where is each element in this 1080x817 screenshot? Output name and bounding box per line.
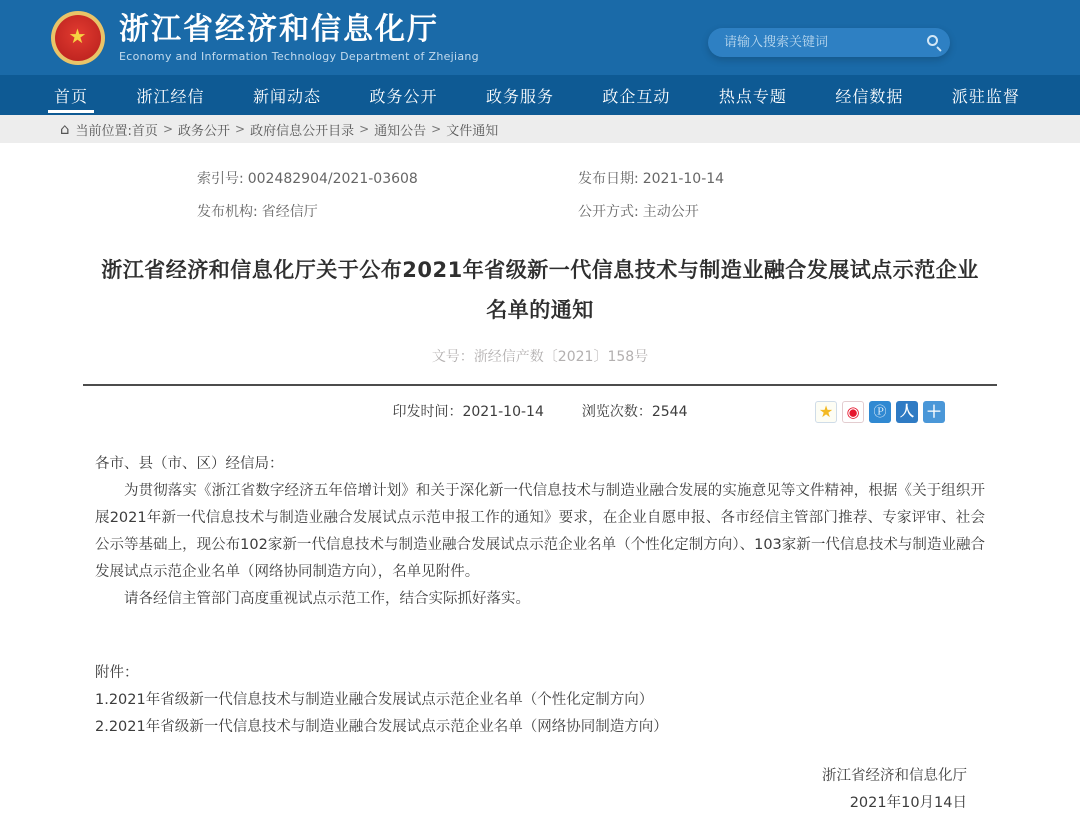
meta-publish-date-value: 2021-10-14: [642, 171, 725, 187]
breadcrumb: [0, 115, 1080, 143]
views-value: 2544: [651, 404, 688, 420]
body-paragraph: 请各经信主管部门高度重视试点示范工作，结合实际抓好落实。: [124, 591, 530, 607]
meta-agency-value: 省经信厅: [261, 204, 318, 220]
nav-item-jingxin-data[interactable]: 经信数据: [835, 86, 904, 106]
breadcrumb-prefix: 当前位置:: [75, 123, 132, 139]
emblem-star-icon: ★: [68, 23, 87, 48]
views-label: 浏览次数：: [581, 404, 652, 420]
meta-index-label: 索引号:: [197, 171, 244, 187]
page-title: 浙江省经济和信息化厅关于公布2021年省级新一代信息技术与制造业融合发展试点示范企业名单的通知: [101, 258, 979, 322]
print-time-label: 印发时间：: [392, 404, 463, 420]
nav-item-hot-topics[interactable]: 热点专题: [718, 86, 787, 106]
document-number-value: 浙经信产数〔2021〕158号: [473, 349, 649, 365]
document-meta: [75, 143, 1005, 222]
attachment-link-2[interactable]: 2.2021年省级新一代信息技术与制造业融合发展试点示范企业名单（网络协同制造方向）: [95, 719, 668, 735]
breadcrumb-separator: >: [431, 122, 442, 136]
search-box[interactable]: [708, 28, 950, 57]
breadcrumb-item-gov-info[interactable]: 政务公开: [178, 123, 231, 139]
document-number-label: 文号：: [431, 349, 474, 365]
print-time-value: 2021-10-14: [462, 404, 544, 420]
signature-block: [95, 763, 985, 817]
emblem-inner: [55, 15, 101, 61]
nav-item-dispatch-supervision[interactable]: 派驻监督: [951, 86, 1020, 106]
meta-publishing-agency: [197, 203, 578, 222]
meta-publish-date-label: 发布日期:: [578, 171, 639, 187]
weibo-icon[interactable]: ◉: [842, 401, 864, 423]
breadcrumb-item-gov-info-catalog[interactable]: 政府信息公开目录: [250, 123, 355, 139]
site-header: [0, 0, 1080, 75]
main-content: [75, 143, 1005, 817]
breadcrumb-item-notices[interactable]: 通知公告: [374, 123, 427, 139]
nav-item-gov-enterprise-interaction[interactable]: 政企互动: [602, 86, 671, 106]
body-paragraph: 为贯彻落实《浙江省数字经济五年倍增计划》和关于深化新一代信息技术与制造业融合发展的实施意见等文件精神，根据《关于组织开展2021年新一代信息技术与制造业融合发展试点示范申报工作的通知》要求，在企业自愿申报、各市经信主管部门推荐、专家评审、社会公示等基础上，现公布102家新一代信息技术与制造业融合发展试点示范企业名单（个性化定制方向）、103家新一代信息技术与制造业融合发展试点示范企业名单（网络协同制造方向），名单见附件。: [95, 483, 985, 580]
meta-method-value: 主动公开: [642, 204, 699, 220]
renren-icon[interactable]: 人: [896, 401, 918, 423]
breadcrumb-item-file-notice[interactable]: 文件通知: [446, 123, 499, 139]
signature-agency: 浙江省经济和信息化厅: [822, 768, 967, 784]
meta-index-value: 002482904/2021-03608: [247, 171, 418, 187]
site-title: 浙江省经济和信息化厅: [119, 11, 439, 47]
attachment-link-1[interactable]: 1.2021年省级新一代信息技术与制造业融合发展试点示范企业名单（个性化定制方向）: [95, 692, 654, 708]
meta-index-number: [197, 170, 578, 189]
breadcrumb-separator: >: [235, 122, 246, 136]
salutation: 各市、县（市、区）经信局：: [95, 456, 284, 472]
nav-item-home[interactable]: 首页: [52, 75, 90, 115]
breadcrumb-separator: >: [359, 122, 370, 136]
document-number: [75, 346, 1005, 366]
main-nav: [0, 75, 1080, 115]
favorite-star-icon[interactable]: ★: [815, 401, 837, 423]
search-input[interactable]: [708, 35, 950, 50]
site-title-block: [119, 13, 479, 63]
print-info-row: [75, 399, 1005, 425]
meta-disclosure-method: [578, 203, 1005, 222]
national-emblem-logo: [50, 10, 105, 65]
site-subtitle: Economy and Information Technology Department of Zhejiang: [119, 49, 479, 63]
home-icon: ⌂: [60, 120, 70, 138]
meta-publish-date: [578, 170, 1005, 189]
nav-item-gov-info[interactable]: 政务公开: [369, 86, 438, 106]
share-more-icon[interactable]: ＋: [923, 401, 945, 423]
attachments-label: 附件：: [95, 665, 139, 681]
breadcrumb-separator: >: [162, 122, 173, 136]
paopao-icon[interactable]: Ⓟ: [869, 401, 891, 423]
notice-body: [75, 451, 1005, 817]
nav-item-zhejiang-jingxin[interactable]: 浙江经信: [136, 86, 205, 106]
meta-agency-label: 发布机构:: [197, 204, 258, 220]
meta-method-label: 公开方式:: [578, 204, 639, 220]
emblem-ring: [51, 11, 105, 65]
title-divider: [83, 384, 997, 386]
breadcrumb-item-home[interactable]: 首页: [131, 123, 158, 139]
nav-item-news[interactable]: 新闻动态: [252, 86, 321, 106]
search-icon[interactable]: [927, 35, 938, 46]
signature-date: 2021年10月14日: [849, 795, 967, 811]
nav-item-gov-services[interactable]: 政务服务: [485, 86, 554, 106]
share-icons-bar: [815, 401, 945, 423]
